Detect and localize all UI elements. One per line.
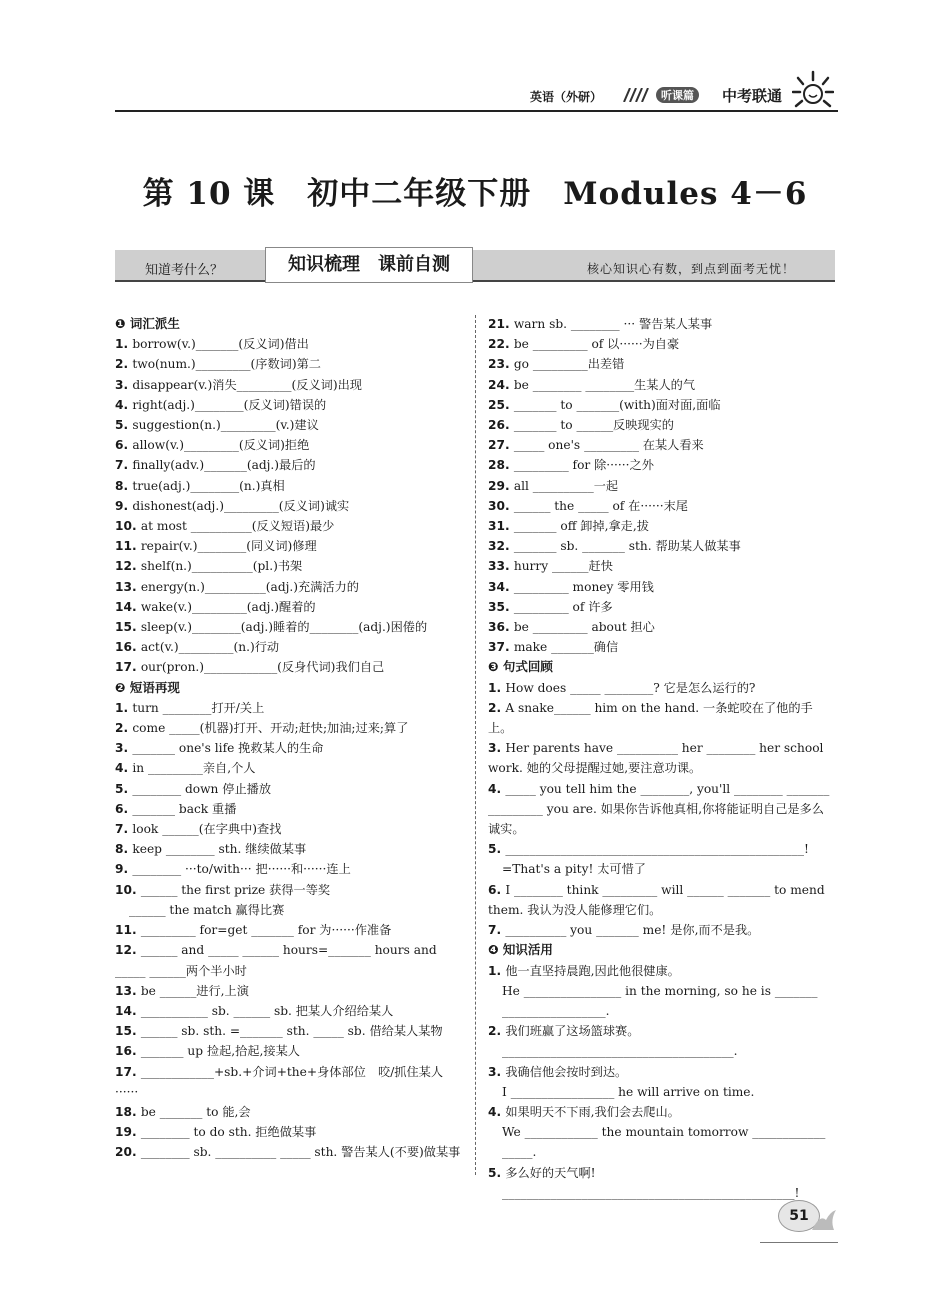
exercise-line: 10. ______ the first prize 获得一等奖	[115, 882, 331, 897]
exercise-line: 27. _____ one's _________ 在某人看来	[488, 438, 704, 453]
section-heading: ❶ 词汇派生	[115, 316, 180, 331]
exercise-line: 4. in _________亲自,个人	[115, 761, 256, 776]
exercise-line: 1. turn ________打开/关上	[115, 700, 265, 715]
exercise-line: 34. _________ money 零用钱	[488, 579, 654, 594]
exercise-line: 11. _________ for=get _______ for 为······作准备	[115, 923, 392, 938]
exercise-line: 18. be _______ to 能,会	[115, 1104, 251, 1119]
exercise-line: 3. Her parents have __________ her ________ her school work. 她的父母提醒过她,要注意功课。	[488, 741, 824, 776]
exercise-line: 1. How does _____ ________? 它是怎么运行的?	[488, 680, 756, 695]
exercise-line: 31. _______ off 卸掉,拿走,拔	[488, 519, 649, 534]
exercise-line: 14. wake(v.)_________(adj.)醒着的	[115, 599, 316, 614]
exercise-line: 10. at most __________(反义短语)最少	[115, 519, 335, 534]
exercise-line: 2. come _____(机器)打开、开动;赶快;加油;过来;算了	[115, 721, 409, 736]
exercise-line: 4. 如果明天不下雨,我们会去爬山。	[488, 1104, 680, 1119]
exercise-line: 36. be _________ about 担心	[488, 620, 655, 635]
exercise-line: 2. two(num.)_________(序数词)第二	[115, 357, 321, 372]
exercise-line: 3. _______ one's life 挽救某人的生命	[115, 741, 324, 756]
exercise-line: 5. suggestion(n.)_________(v.)建议	[115, 418, 319, 433]
exercise-line: 32. _______ sb. _______ sth. 帮助某人做某事	[488, 539, 741, 554]
header-slash-icon	[622, 88, 652, 102]
section-heading: ❷ 短语再现	[115, 679, 180, 695]
sun-logo-icon	[792, 70, 834, 112]
exercise-line: ________________________________________________!	[502, 1185, 800, 1200]
exercise-line: 1. borrow(v.)_______(反义词)借出	[115, 337, 309, 352]
banner-left-text: 知道考什么？	[145, 263, 224, 278]
exercise-line: 7. finally(adv.)_______(adj.)最后的	[115, 458, 316, 473]
swoosh-decoration-icon	[812, 1210, 836, 1230]
exercise-line: 2. A snake______ him on the hand. 一条蛇咬在了他的手上。	[488, 700, 813, 736]
exercise-line: 5. _________________________________________________!	[488, 842, 809, 857]
exercise-line: 9. dishonest(adj.)_________(反义词)诚实	[115, 498, 350, 513]
exercise-line: 7. look ______(在字典中)查找	[115, 822, 282, 837]
page-number: 51	[778, 1200, 820, 1232]
exercise-line: 23. go _________出差错	[488, 357, 625, 372]
banner-right-text: 核心知识心有数，到点到面考无忧！	[586, 262, 795, 276]
exercise-line: 29. all __________一起	[488, 478, 619, 493]
exercise-line: ______ the match 赢得比赛	[129, 902, 285, 917]
exercise-line: 24. be ________ ________生某人的气	[488, 377, 696, 392]
exercise-line: 1. 他一直坚持晨跑,因此他很健康。	[488, 963, 680, 978]
exercise-line: 16. act(v.)_________(n.)行动	[115, 640, 280, 655]
exercise-line: 6. allow(v.)_________(反义词)拒绝	[115, 438, 310, 453]
exercise-line: 16. _______ up 捡起,拾起,接某人	[115, 1044, 300, 1059]
header-badge: 听课篇	[656, 87, 699, 103]
column-divider	[475, 315, 476, 1175]
footer-rule	[760, 1242, 838, 1243]
section-heading: ❹ 知识活用	[488, 942, 553, 958]
exercise-line: 2. 我们班赢了这场篮球赛。	[488, 1024, 640, 1039]
exercise-line: 12. shelf(n.)__________(pl.)书架	[115, 559, 303, 574]
exercise-line: 7. __________ you _______ me! 是你,而不是我。	[488, 923, 760, 938]
exercise-line: 5. ________ down 停止播放	[115, 781, 272, 796]
exercise-line: 35. _________ of 许多	[488, 599, 613, 614]
header-subject: 英语（外研）	[530, 90, 603, 104]
exercise-line: 20. ________ sb. __________ _____ sth. 警告某人(不要)做某事	[115, 1145, 461, 1160]
exercise-line: ______________________________________.	[502, 1044, 738, 1059]
exercise-line: 11. repair(v.)________(同义词)修理	[115, 539, 317, 554]
left-column	[115, 314, 465, 1163]
exercise-line: We ____________ the mountain tomorrow ____________ _____.	[502, 1125, 826, 1160]
exercise-line: 30. ______ the _____ of 在······末尾	[488, 498, 688, 513]
exercise-line: 25. _______ to _______(with)面对面,面临	[488, 397, 721, 412]
header-brand: 中考联通	[722, 87, 783, 105]
exercise-line: 28. _________ for 除······之外	[488, 458, 654, 473]
exercise-line: 21. warn sb. ________ ··· 警告某人某事	[488, 317, 713, 331]
section-heading: ❸ 句式回顾	[488, 659, 553, 675]
exercise-line: 8. keep ________ sth. 继续做某事	[115, 842, 307, 857]
exercise-line: 17. our(pron.)____________(反身代词)我们自己	[115, 660, 385, 675]
exercise-line: 37. make _______确信	[488, 640, 619, 655]
exercise-line: 8. true(adj.)________(n.)真相	[115, 478, 285, 493]
exercise-line: 4. right(adj.)________(反义词)错误的	[115, 397, 327, 412]
exercise-line: 15. ______ sb. sth. =_______ sth. _____ sb. 借给某人某物	[115, 1024, 443, 1039]
exercise-line: 13. energy(n.)__________(adj.)充满活力的	[115, 579, 359, 594]
banner-middle-text: 知识梳理 课前自测	[265, 247, 473, 283]
exercise-line: 6. I ________ think _________ will ______ _______ to mend them. 我认为没人能修理它们。	[488, 882, 825, 917]
header-rule	[115, 110, 838, 112]
section-banner	[115, 250, 835, 282]
lesson-title: 第 10 课 初中二年级下册 Modules 4－6	[142, 176, 808, 212]
exercise-line: 13. be ______进行,上演	[115, 983, 249, 998]
exercise-line: He ________________ in the morning, so he is _______ _________________.	[502, 983, 818, 1018]
exercise-line: 6. _______ back 重播	[115, 801, 237, 816]
right-column	[488, 314, 836, 1203]
exercise-line: 26. _______ to ______反映现实的	[488, 418, 674, 433]
exercise-line: 14. ___________ sb. ______ sb. 把某人介绍给某人	[115, 1003, 394, 1018]
exercise-line: =That's a pity! 太可惜了	[502, 862, 646, 877]
exercise-line: I _________________ he will arrive on time.	[502, 1084, 755, 1099]
exercise-line: 15. sleep(v.)________(adj.)睡着的________(adj.)困倦的	[115, 620, 428, 635]
exercise-line: 3. disappear(v.)消失_________(反义词)出现	[115, 377, 362, 392]
exercise-line: 9. ________ ···to/with··· 把······和······连上	[115, 862, 351, 877]
exercise-line: 33. hurry ______赶快	[488, 559, 613, 574]
exercise-line: 17. ____________+sb.+介词+the+身体部位 咬/抓住某人······	[115, 1064, 444, 1099]
exercise-line: 22. be _________ of 以······为自豪	[488, 337, 680, 352]
exercise-line: 3. 我确信他会按时到达。	[488, 1064, 628, 1079]
exercise-line: 12. ______ and _____ ______ hours=_______ hours and _____ ______两个半小时	[115, 943, 437, 978]
exercise-line: 5. 多么好的天气啊!	[488, 1165, 596, 1180]
exercise-line: 4. _____ you tell him the ________, you'll ________ _______ _________ you are. 如果你告诉他真相,你将能证明自己是多么诚实。	[488, 781, 830, 837]
exercise-line: 19. ________ to do sth. 拒绝做某事	[115, 1125, 317, 1140]
